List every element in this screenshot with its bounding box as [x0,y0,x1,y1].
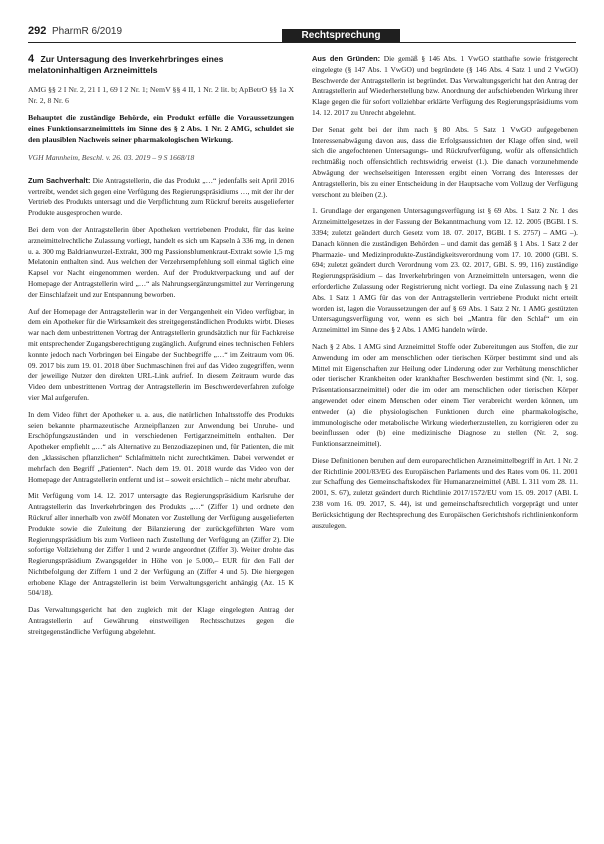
right-column [312,54,578,537]
article-title [28,54,294,76]
article-title-text: Zur Untersagung des Inverkehrbringes eines melatoninhaltigen Arzneimittels [28,54,224,75]
header-rule [28,42,576,43]
paragraph: Auf der Homepage der Antragstellerin war in der Vergangenheit ein Video verfügbar, in dem ein Apotheker für die Wirksamkeit des streitgegenständlichen Produkts wirbt. Dieses war nach dem unbestrittenen Vortrag der Antragstellerin grundsätzlich nur für Fachkreise mit entsprechender Zugangsberechtigung zugänglich. Aufgrund eines technischen Fehlers konnte jedoch nach Vorbringen bei Eingabe der Suchbegriffe „…“ im Zeitraum vom 06. 09. 2017 bis zum 19. 01. 2018 über Suchmaschinen frei auf das Video zugegriffen, wenn der jeweilige Nutzer den direkten URL-Link aufrief. In diesem Zeitraum wurde das Video dem unbestrittenen Vortrag der Antragstellerin im Beschwerdeverfahren zufolge vier Mal aufgerufen. [28,306,294,402]
journal-reference: PharmR 6/2019 [52,26,123,37]
paragraph: Diese Definitionen beruhen auf dem europarechtlichen Arzneimittelbegriff in Art. 1 Nr. 2 der Richtlinie 2001/83/EG des Europäischen Parlaments und des Rates vom 06. 11. 2001 zur Schaffung des Gemeinschaftskodex für Humanarzneimittel (ABl. L 311 vom 28. 11. 2001, S. 67), zuletzt geändert durch Richtlinie 2017/1572/EU vom 15. 09. 2017 (ABl. L 238 vom 16. 09. 2017, S. 44), ist und gemeinschaftsrechtlich vorgeprägt und unter Berücksichtigung der Rechtsprechung des Europäischen Gerichtshofs richtlinienkonform auszulegen. [312,455,578,530]
sachverhalt-label: Zum Sachverhalt: [28,175,91,185]
paragraph: Der Senat geht bei der ihm nach § 80 Abs. 5 Satz 1 VwGO aufgegebenen Interessenabwägung davon aus, dass die Erfolgsaussichten der Klage offen sind, weil sich die angefochtenen Untersagungs- und Rückrufverfügung, wofür als offensichtlich rechtmäßig noch offensichtlich rechtswidrig erweist (1.). Die danach vorzunehmende Abwägung der wechselseitigen Interessen ergibt einen Vorrang des Interesses der Antragstellerin, bis zu einer Entscheidung in der Hauptsache vom Vollzug der Verfügung verschont zu bleiben (2.). [312,124,578,199]
paragraph-text: Die gemäß § 146 Abs. 1 VwGO statthafte sowie fristgerecht eingelegte (§ 147 Abs. 1 VwGO) und begründete (§ 146 Abs. 4 Satz 1 und 2 VwGO) Beschwerde der Antragstellerin ist begründet. Das Verwaltungsgericht hat den Antrag der Antragstellerin auf Wiederherstellung bzw. Anordnung der aufschiebenden Wirkung ihrer Klage gegen die für sofort vollziehbar erklärte Verfügung des Regierungspräsidiums vom 14. 12. 2017 zu Unrecht abgelehnt. [312,54,578,117]
norm-references: AMG §§ 2 I Nr. 2, 21 I 1, 69 I 2 Nr. 1; NemV §§ 4 II, 1 Nr. 2 lit. b; ApBetrO §§ 1a X Nr. 2, 8 Nr. 6 [28,85,294,105]
section-label: Rechtsprechung [282,29,400,43]
paragraph: 1. Grundlage der ergangenen Untersagungsverfügung ist § 69 Abs. 1 Satz 2 Nr. 1 des Arzneimittelgesetzes in der Fassung der Bekanntmachung vom 12. 12. 2005 (BGBl. I S. 3394; zuletzt geändert durch Gesetz vom 18. 07. 2017, BGBl. I S. 2757) – AMG –). Danach können die zuständigen Behörden – und damit das gemäß § 1 Abs. 1 Satz 2 der Pharmazie- und Medizinprodukte-Zuständigkeitsverordnung vom 17. 10. 2000 (GBl. S. 694; zuletzt geändert durch Verordnung vom 23. 02. 2017, GBl. S. 99, 116) zuständige Regierungspräsidium – das Inverkehrbringen von Arzneimitteln untersagen, wenn die erforderliche Zulassung oder Registrierung nicht vorliegt. Da eine Zulassung nach § 21 Abs. 1 Satz 1 AMG für das von der Antragstellerin vertriebene Produkt nicht erteilt worden ist, lagen die Voraussetzungen der auf § 69 Abs. 1 Satz 2 Nr. 1 AMG gestützten Untersagungsverfügung vor, wenn es sich bei „Mantra für den Schlaf“ um ein Arzneimittel im Sinne des § 2 Abs. 1 AMG handeln würde. [312,206,578,335]
paragraph: Bei dem von der Antragstellerin über Apotheken vertriebenen Produkt, für das keine arzneimittelrechtliche Zulassung vorliegt, handelt es sich um Kapseln à 336 mg, in denen u. a. 300 mg Baldrianwurzel-Extrakt, 300 mg Passionsblumenkraut-Extrakt sowie 1,5 mg Melatonin enthalten sind. Aus welchen der Verzehrsempfehlung soll einmal täglich eine Kapsel vor Nacht eingenommen werden. Auf der Produktverpackung und auf der Homepage der Antragstellerin wird „…“ als Nahrungsergänzungsmittel zur Verringerung der Einschlafzeit und zur Entspannung beworben. [28,224,294,299]
court-citation: VGH Mannheim, Beschl. v. 26. 03. 2019 – 9 S 1668/18 [28,153,195,162]
paragraph: Nach § 2 Abs. 1 AMG sind Arzneimittel Stoffe oder Zubereitungen aus Stoffen, die zur Anwendung im oder am menschlichen oder tierischen Körper bestimmt sind und als Mittel mit Eigenschaften zur Heilung oder Linderung oder zur Verhütung menschlicher oder tierischer Krankheiten oder krankhafter Beschwerden bestimmt sind (Nr. 1, sog. Präsentationsarzneimittel) oder die im oder am menschlichen oder tierischen Körper angewendet oder einem Menschen oder einem Tier verabreicht werden können, um entweder (a) die physiologischen Funktionen durch eine pharmakologische, immunologische oder metabolische Wirkung wiederherzustellen, zu korrigieren oder zu beeinflussen oder (b) eine medizinische Diagnose zu stellen (Nr. 2, sog. Funktionsarzneimittel). [312,341,578,449]
left-column [28,54,294,644]
gruende-label: Aus den Gründen: [312,54,381,63]
paragraph [312,54,578,119]
article-number: 4 [28,53,35,65]
headnote: Behauptet die zuständige Behörde, ein Produkt erfülle die Voraussetzungen eines Funktionsarzneimittels im Sinne des § 2 Abs. 1 Nr. 2 AMG, schuldet sie den plausiblen Nachweis seiner pharmakologischen Wirkung. [28,113,294,144]
paragraph: Das Verwaltungsgericht hat den zugleich mit der Klage eingelegten Antrag der Antragstellerin auf Gewährung einstweiligen Rechtsschutzes gegen die streitgegenständliche Verfügung abgelehnt. [28,605,294,636]
paragraph: In dem Video führt der Apotheker u. a. aus, die natürlichen Inhaltsstoffe des Produkts seien bekannte pharmazeutische Arzneipflanzen zur Anwendung bei Unruhe- und Erschöpfungszuständen und in verschiedenen Fertigarzneimitteln enthalten. Der Apotheker empfiehlt „…“ als Alternative zu Benzodiazepinen und, für Patienten, die mit den „klassischen pflanzlichen“ Schlafmitteln nicht zurechtkämen. Dabei verwendet er mehrfach den Begriff „Patienten“. Nach dem 19. 01. 2018 wurde das Video von der Homepage der Antragstellerin entfernt und ist – soweit ersichtlich – nicht mehr abrufbar. [28,409,294,484]
page-header [28,22,576,44]
paragraph [28,176,294,219]
page-number: 292 [28,25,47,37]
paragraph: Mit Verfügung vom 14. 12. 2017 untersagte das Regierungspräsidium Karlsruhe der Antragstellerin das Inverkehrbringen des Produkts „…“ (Ziffer 1) und ordnete den Rückruf aller innerhalb von zwölf Monaten vor Zustellung der Verfügung ausgelieferten Produkte sowie die Zuleitung der Bilanzierung der zurückgeführten Ware vom Regierungspräsidium bis zum Vorlieen nach Zustellung der Verfügung an (Ziffer 2). Die sofortige Vollziehung der Ziffer 1 und 2 wurde angeordnet (Ziffer 3). Weiter drohte das Regierungspräsidium Zwangsgelder in Höhe von je 5.000,– EUR für den Fall der Nichtbefolgung der Ziffern 1 und 2 der Verfügung an (Ziffer 4 und 5). Die hiergegen erhobene Klage der Antragstellerin ist beim Verwaltungsgericht anhängig (Az. 15 K 504/18). [28,491,294,598]
paragraph-text: Die Antragstellerin, die das Produkt „…“ jedenfalls seit April 2016 vertreibt, wendet sich gegen eine Verfügung des Regierungspräsidiums …, mit der ihr der Vertrieb des Produkts untersagt und die Verpflichtung zum Rückruf bereits ausgelieferter Produkte ausgesprochen wurde. [28,175,294,218]
